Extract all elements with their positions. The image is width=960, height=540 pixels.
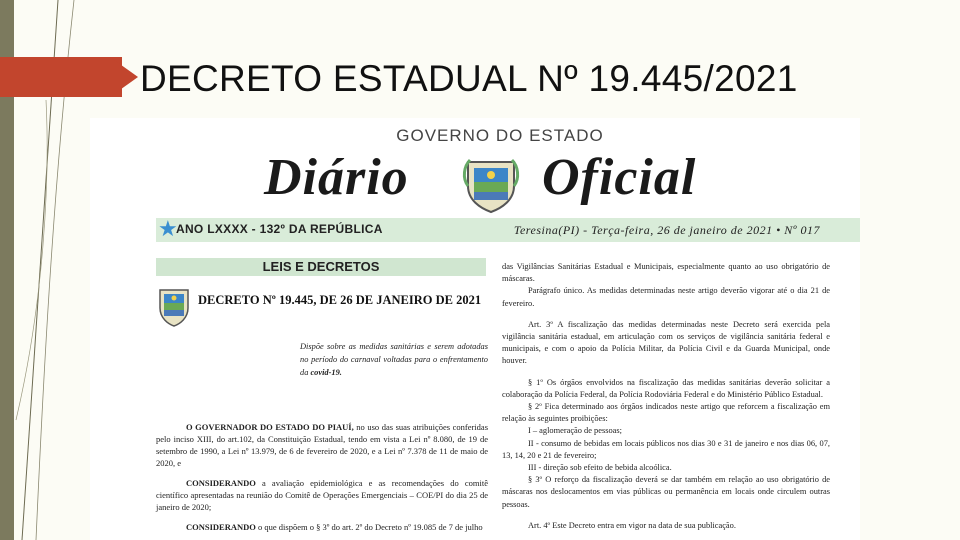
masthead-word-right: Oficial xyxy=(542,149,697,206)
masthead-government: GOVERNO DO ESTADO xyxy=(396,126,604,145)
paragraph-lead: O GOVERNADOR DO ESTADO DO PIAUÍ, xyxy=(186,422,354,432)
header-band xyxy=(156,218,860,242)
paragraph-lead: CONSIDERANDO xyxy=(186,522,256,532)
band-date: Teresina(PI) - Terça-feira, 26 de janeiro de 2021 • Nº 017 xyxy=(513,223,820,237)
summary-text: Dispõe sobre as medidas sanitárias e serem adotadas no período do carnaval voltadas para o enfrentamento da xyxy=(300,342,488,377)
small-crest-icon xyxy=(156,286,192,328)
left-column-text xyxy=(156,421,488,540)
paragraph-text: a avaliação epidemiológica e as recomendações do comitê científico apresentadas na reunião do Comitê de Operações Emergenciais – COE/PI do dia 25 de janeiro de 2020; xyxy=(156,478,488,512)
right-paragraph: Art. 3º A fiscalização das medidas determinadas neste Decreto será exercida pela vigilância sanitária estadual, em articulação com os serviços de vigilância sanitária federal e municipais, e com o apoio da Polícia Militar, da Polícia Civil e da Guarda Municipal, onde houver. xyxy=(502,319,830,366)
title-accent-arrow xyxy=(110,57,138,97)
masthead-word-left: Diário xyxy=(264,149,409,206)
left-paragraph xyxy=(156,421,488,469)
document-image xyxy=(90,118,860,540)
paragraph-text: o que dispõem o § 3º do art. 2º do Decreto nº 19.085 de 7 de julho xyxy=(255,522,483,532)
right-paragraph: § 3º O reforço da fiscalização deverá se dar também em relação ao uso obrigatório de máscaras nos deslocamentos em vias públicas ou permanência em locais onde circulem outras pessoas. xyxy=(502,475,830,509)
section-heading: LEIS E DECRETOS xyxy=(156,258,486,276)
right-paragraph: III - direção sob efeito de bebida alcoólica. xyxy=(528,463,672,473)
right-paragraph: I – aglomeração de pessoas; xyxy=(528,426,622,436)
paragraph-text: no uso das suas atribuições conferidas pelo inciso XIII, do art.102, da Constituição Estadual, tendo em vista a Lei nº 8.080, de 19 de setembro de 1990, a Lei nº 13.979, de 6 de fevereiro de 2020, e a Lei nº 7.378 de 11 de maio de 2020, e xyxy=(156,422,488,468)
right-paragraph: II - consumo de bebidas em locais públicos nos dias 30 e 31 de janeiro e nos dias 06, 07, 13, 14, 20 e 21 de fevereiro; xyxy=(502,438,830,460)
summary-bold: covid-19. xyxy=(310,368,342,377)
right-column-text xyxy=(502,261,830,532)
title-accent-bar xyxy=(0,57,122,97)
right-paragraph: § 2º Fica determinado aos órgãos indicados neste artigo que reforcem a fiscalização em relação às seguintes proibições: xyxy=(502,402,830,424)
right-paragraph: das Vigilâncias Sanitárias Estadual e Municipais, especialmente quanto ao uso obrigatório de máscaras. xyxy=(502,262,830,284)
state-crest-icon xyxy=(462,156,520,214)
right-paragraph: Art. 4º Este Decreto entra em vigor na data de sua publicação. xyxy=(528,520,736,530)
decree-title: DECRETO Nº 19.445, DE 26 DE JANEIRO DE 2021 xyxy=(198,293,482,307)
star-icon: ★ xyxy=(158,216,178,241)
paragraph-lead: CONSIDERANDO xyxy=(186,478,256,488)
left-paragraph xyxy=(156,477,488,513)
decree-summary xyxy=(300,340,488,379)
slide-title: DECRETO ESTADUAL Nº 19.445/2021 xyxy=(140,58,798,99)
right-paragraph: Parágrafo único. As medidas determinadas neste artigo deverão vigorar até o dia 21 de fevereiro. xyxy=(502,286,830,308)
band-year: ANO LXXXX - 132º DA REPÚBLICA xyxy=(176,222,383,236)
left-paragraph xyxy=(156,521,488,533)
right-paragraph: § 1º Os órgãos envolvidos na fiscalização das medidas sanitárias deverão solicitar a colaboração da Polícia Federal, da Polícia Rodoviária Federal e do Ministério Público Estadual. xyxy=(502,377,830,399)
